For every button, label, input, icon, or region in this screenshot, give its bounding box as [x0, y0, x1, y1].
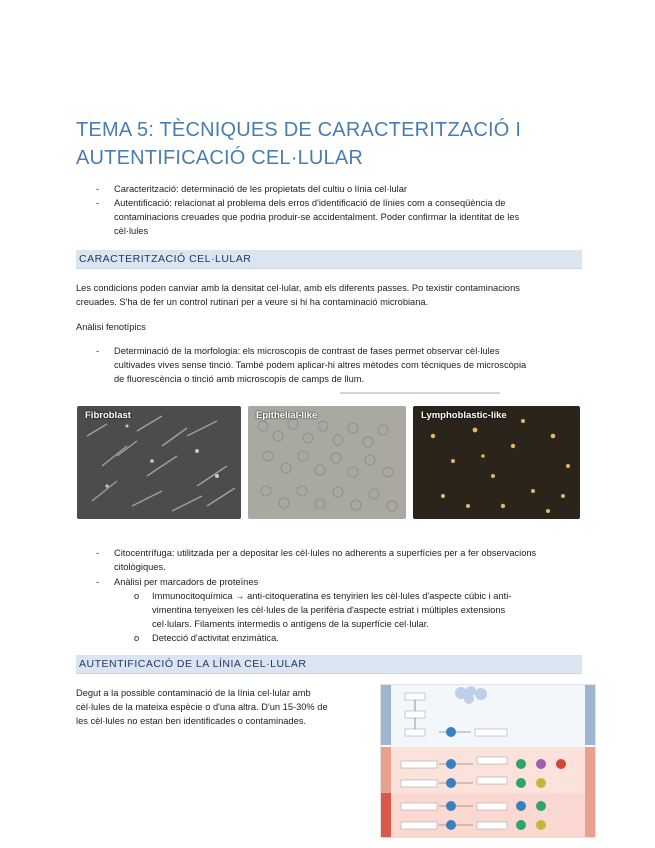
page-title-line-1: TEMA 5: TÈCNIQUES DE CARACTERITZACIÓ I	[76, 119, 522, 141]
epithelial-like-image	[248, 406, 406, 519]
bullet-text-line: Autentificació: relacionat al problema dels erros d'identificació de línies com a conseqüència de	[114, 198, 506, 208]
bullet-text-line: cèl·lules	[114, 226, 149, 236]
paragraph-line: Degut a la possible contaminació de la línia cel·lular amb	[76, 688, 311, 698]
bullet-morphology	[96, 344, 576, 386]
sub-bullet-marker: o	[134, 591, 140, 601]
diagram-graphic	[381, 685, 595, 837]
fibroblast-texture	[77, 406, 241, 519]
intro-bullet-characterization	[96, 182, 576, 196]
intro-bullet-authentication	[96, 196, 576, 238]
cell-line-evolution-diagram	[380, 684, 596, 838]
bullet-text-line: cel·lulars. Filaments intermedis o antígens de la superfície cel·lular.	[152, 619, 429, 629]
paragraph-line: les cèl·lules no estan ben identificades o contaminades.	[76, 716, 306, 726]
bullet-text-line: de fluorescència o tinció amb microscopis de camps de llum.	[114, 374, 365, 384]
image-caption: Fibroblast	[85, 410, 131, 421]
image-caption: Epithelial-like	[256, 410, 318, 421]
bullet-text-line: vimentina tenyeixen les cèl·lules de la perifèria d'aspecte estriat i múltiples extensions	[152, 605, 506, 615]
lymphoblastic-like-image	[413, 406, 580, 519]
paragraph-line: Les condicions poden canviar amb la densitat cel·lular, amb els diferents passes. Po texistir contaminacions	[76, 283, 520, 293]
section-heading-authentication: AUTENTIFICACIÓ DE LA LÍNIA CEL·LULAR	[76, 655, 582, 674]
bullet-text-line: Anàlisi per marcadors de proteïnes	[114, 577, 259, 587]
page-title	[76, 116, 596, 172]
section2-paragraph	[76, 686, 366, 728]
section1-paragraph	[76, 281, 586, 309]
bullet-text: Caracterització: determinació de les propietats del cultiu o línia cel·lular	[114, 184, 407, 194]
bullet-dash: -	[96, 548, 100, 558]
bullet-dash: -	[96, 198, 100, 208]
bullet-text-line: contaminacions creuades que podria produir-se accidentalment. Poder confirmar la identitat de les	[114, 212, 520, 222]
bullet-text-line: Immunocitoquímica → anti-citoqueratina es tenyirien les cèl·lules d'aspecte cúbic i anti-	[152, 591, 512, 601]
figure-divider-line	[340, 392, 500, 394]
bullet-text-line: Detecció d'activitat enzimàtica.	[152, 633, 279, 643]
subheading-phenotypic-analysis: Anàlisi fenotípics	[76, 322, 146, 332]
bullet-protein-markers	[96, 575, 576, 589]
epithelial-texture	[248, 406, 406, 519]
paragraph-line: cèl·lules de la mateixa espècie o d'una altra. D'un 15-30% de	[76, 702, 328, 712]
bullet-text-line: citològiques.	[114, 562, 166, 572]
lymphoblastic-texture	[413, 406, 580, 519]
bullet-text-line: Determinació de la morfologia: els microscopis de contrast de fases permet observar cèl·lules	[114, 346, 500, 356]
sub-bullet-immunocytochemistry	[134, 589, 574, 631]
bullet-cytocentrifuge	[96, 546, 582, 574]
paragraph-line: creuades. S'ha de fer un control rutinari per a veure si hi ha contaminació microbiana.	[76, 297, 429, 307]
sub-bullet-enzymatic-activity	[134, 631, 574, 645]
image-caption: Lymphoblastic-like	[421, 410, 507, 421]
bullet-text-line: Citocentrífuga: utilitzada per a depositar les cèl·lules no adherents a superfícies per a fer observacions	[114, 548, 537, 558]
sub-bullet-marker: o	[134, 633, 140, 643]
bullet-dash: -	[96, 184, 100, 194]
page-title-line-2: AUTENTIFICACIÓ CEL·LULAR	[76, 147, 364, 169]
fibroblast-image	[77, 406, 241, 519]
bullet-text-line: cultivades vives sense tinció. També podem aplicar-hi altres mètodes com tècniques de microscòpia	[114, 360, 527, 370]
bullet-dash: -	[96, 346, 100, 356]
bullet-dash: -	[96, 577, 100, 587]
section-heading-characterization: CARACTERITZACIÓ CEL·LULAR	[76, 250, 582, 269]
